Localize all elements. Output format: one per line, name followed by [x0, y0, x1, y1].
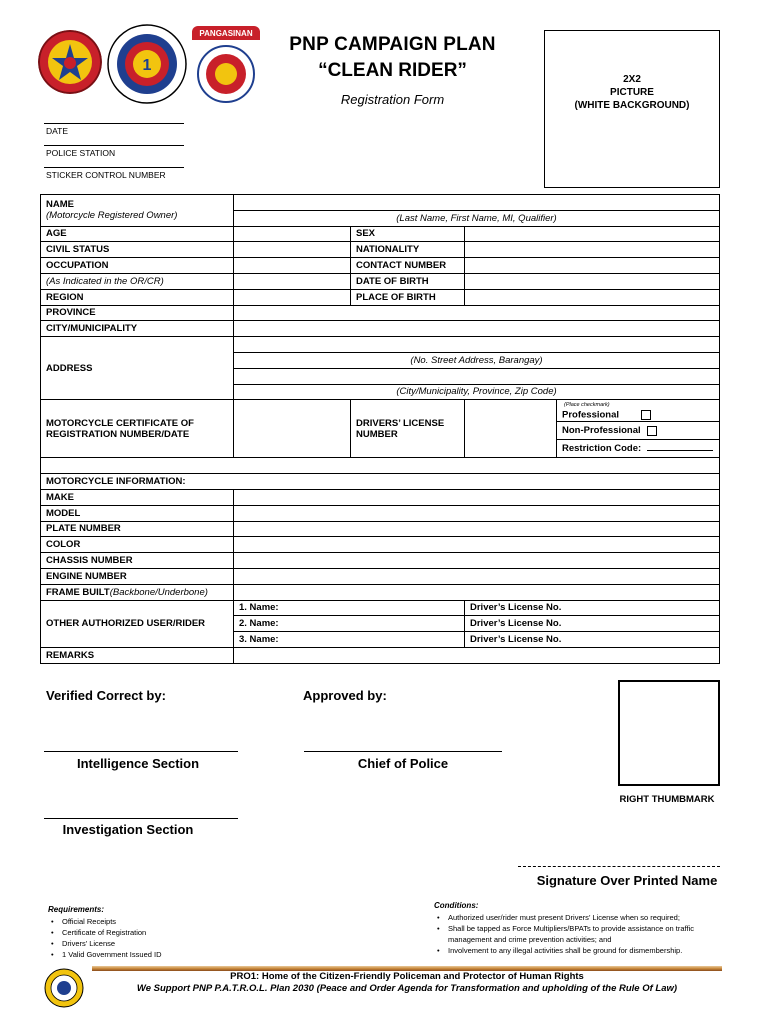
civil-status-field[interactable]: [234, 242, 351, 258]
place-of-birth-label: PLACE OF BIRTH: [351, 289, 465, 305]
investigation-signature-line[interactable]: [44, 818, 238, 819]
name-field[interactable]: [234, 195, 720, 211]
professional-checkbox[interactable]: [641, 410, 651, 420]
requirement-item: • 1 Valid Government Issued ID: [48, 949, 248, 960]
model-field[interactable]: [234, 505, 720, 521]
form-title-campaign: “CLEAN RIDER”: [318, 60, 467, 81]
mc-cert-label: MOTORCYCLE CERTIFICATE OF REGISTRATION NUMBER/DATE: [41, 400, 234, 458]
spacer-row: [41, 458, 720, 474]
condition-item: • Shall be tapped as Force Multipliers/BPATs to provide assistance on traffic management and crime prevention activities; and: [434, 923, 722, 945]
approved-label: Approved by:: [303, 688, 387, 703]
sex-label: SEX: [351, 226, 465, 242]
chief-of-police-label: Chief of Police: [357, 756, 449, 771]
user1-name-field[interactable]: 1. Name:: [234, 600, 465, 616]
date-label: DATE: [46, 126, 69, 136]
city-label: CITY/MUNICIPALITY: [41, 321, 234, 337]
city-field[interactable]: [234, 321, 720, 337]
occupation-label: OCCUPATION: [41, 258, 234, 274]
sex-field[interactable]: [465, 226, 720, 242]
footer-patrol-plan: We Support PNP P.A.T.R.O.L. Plan 2030 (Peace and Order Agenda for Transformation and upholding of the Rule Of Law): [136, 983, 678, 994]
date-of-birth-field[interactable]: [465, 273, 720, 289]
police-station-label: POLICE STATION: [46, 148, 116, 158]
age-field[interactable]: [234, 226, 351, 242]
signature-label: Signature Over Printed Name: [536, 873, 718, 888]
model-label: MODEL: [41, 505, 234, 521]
svg-text:PANGASINAN: PANGASINAN: [199, 29, 253, 38]
drivers-license-field[interactable]: [465, 400, 557, 458]
thumbmark-label: RIGHT THUMBMARK: [619, 794, 715, 805]
condition-item: • Authorized user/rider must present Drivers’ License when so required;: [434, 912, 722, 923]
province-field[interactable]: [234, 305, 720, 321]
conditions-block: [434, 901, 722, 956]
thumbmark-box[interactable]: [618, 680, 720, 786]
chassis-label: CHASSIS NUMBER: [41, 553, 234, 569]
place-of-birth-field[interactable]: [465, 289, 720, 305]
police-regional-office-logo: [107, 24, 187, 104]
name-label: NAME (Motorcycle Registered Owner): [41, 195, 234, 227]
sticker-control-label: STICKER CONTROL NUMBER: [46, 170, 166, 180]
mc-cert-field[interactable]: [234, 400, 351, 458]
contact-number-field[interactable]: [465, 258, 720, 274]
non-professional-checkbox[interactable]: [647, 426, 657, 436]
address-label: ADDRESS: [41, 337, 234, 400]
date-field[interactable]: [44, 123, 184, 124]
form-subtitle: Registration Form: [340, 92, 445, 107]
investigation-section-label: Investigation Section: [62, 822, 194, 837]
police-station-field[interactable]: [44, 145, 184, 146]
pangasinan-ppo-logo: [192, 26, 260, 106]
as-indicated-note: (As Indicated in the OR/CR): [41, 273, 234, 289]
remarks-label: REMARKS: [41, 647, 234, 663]
nationality-field[interactable]: [465, 242, 720, 258]
date-of-birth-label: DATE OF BIRTH: [351, 273, 465, 289]
address-hint-city: (City/Municipality, Province, Zip Code): [234, 384, 720, 400]
frame-field[interactable]: [234, 584, 720, 600]
user2-name-field[interactable]: 2. Name:: [234, 616, 465, 632]
plate-label: PLATE NUMBER: [41, 521, 234, 537]
contact-number-label: CONTACT NUMBER: [351, 258, 465, 274]
user3-license-field[interactable]: Driver’s License No.: [465, 632, 720, 648]
requirements-block: [48, 905, 248, 960]
user1-license-field[interactable]: Driver’s License No.: [465, 600, 720, 616]
occupation-extra-field[interactable]: [234, 273, 351, 289]
professional-option[interactable]: (Place checkmark) Professional: [557, 400, 720, 422]
verified-label: Verified Correct by:: [46, 688, 166, 703]
pnp-logo: [38, 30, 102, 94]
name-hint: (Last Name, First Name, MI, Qualifier): [234, 210, 720, 226]
region-field[interactable]: [234, 289, 351, 305]
requirement-item: • Certificate of Registration: [48, 927, 248, 938]
registration-table: [40, 194, 720, 664]
conditions-title: Conditions:: [434, 901, 479, 910]
address-line2-field[interactable]: [234, 368, 720, 384]
mc-info-heading: MOTORCYCLE INFORMATION:: [41, 474, 720, 490]
svg-text:1: 1: [142, 57, 152, 74]
restriction-code[interactable]: Restriction Code:: [557, 440, 720, 458]
frame-label: FRAME BUILT(Backbone/Underbone): [41, 584, 234, 600]
footer-motto: PRO1: Home of the Citizen-Friendly Policeman and Protector of Human Rights: [230, 971, 584, 982]
pro1-seal-logo: [44, 968, 84, 1008]
drivers-license-label: DRIVERS’ LICENSE NUMBER: [351, 400, 465, 458]
sticker-control-field[interactable]: [44, 167, 184, 168]
intelligence-signature-line[interactable]: [44, 751, 238, 752]
photo-instructions: 2X2 PICTURE (WHITE BACKGROUND): [574, 74, 690, 111]
restriction-code-field[interactable]: [647, 450, 713, 451]
color-field[interactable]: [234, 537, 720, 553]
requirements-title: Requirements:: [48, 905, 105, 914]
engine-field[interactable]: [234, 568, 720, 584]
make-label: MAKE: [41, 489, 234, 505]
plate-field[interactable]: [234, 521, 720, 537]
form-title: PNP CAMPAIGN PLAN: [289, 34, 496, 55]
non-professional-option[interactable]: Non-Professional: [557, 422, 720, 440]
condition-item: • Involvement to any illegal activities shall be ground for dismembership.: [434, 945, 722, 956]
user3-name-field[interactable]: 3. Name:: [234, 632, 465, 648]
color-label: COLOR: [41, 537, 234, 553]
nationality-label: NATIONALITY: [351, 242, 465, 258]
user2-license-field[interactable]: Driver’s License No.: [465, 616, 720, 632]
chief-signature-line[interactable]: [304, 751, 502, 752]
region-label: REGION: [41, 289, 234, 305]
requirement-item: • Official Receipts: [48, 916, 248, 927]
address-line1-field[interactable]: [234, 337, 720, 353]
engine-label: ENGINE NUMBER: [41, 568, 234, 584]
age-label: AGE: [41, 226, 234, 242]
requirement-item: • Drivers’ License: [48, 938, 248, 949]
occupation-field[interactable]: [234, 258, 351, 274]
intelligence-section-label: Intelligence Section: [76, 756, 200, 771]
chassis-field[interactable]: [234, 553, 720, 569]
address-hint-street: (No. Street Address, Barangay): [234, 352, 720, 368]
province-label: PROVINCE: [41, 305, 234, 321]
civil-status-label: CIVIL STATUS: [41, 242, 234, 258]
photo-box[interactable]: [544, 30, 720, 188]
remarks-field[interactable]: [234, 647, 720, 663]
other-users-label: OTHER AUTHORIZED USER/RIDER: [41, 600, 234, 647]
make-field[interactable]: [234, 489, 720, 505]
signature-line[interactable]: [518, 866, 720, 867]
